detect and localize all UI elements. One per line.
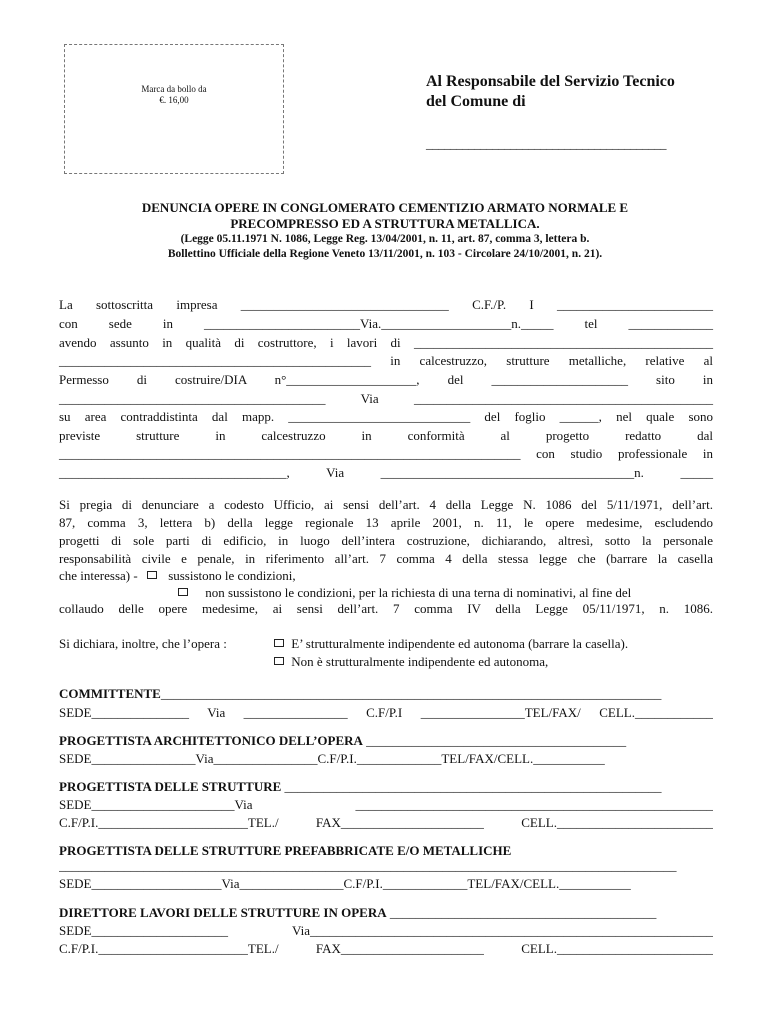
checkbox-conditions-not-met[interactable] — [178, 588, 188, 596]
body-line: Permesso di costruire/DIA n°____________________, del _____________________ sito in — [59, 372, 713, 387]
checkbox-not-independent[interactable] — [274, 657, 284, 665]
body-line: ________________________________________________ in calcestruzzo, strutture metalliche, relative al — [59, 353, 713, 368]
title-line-2: PRECOMPRESSO ED A STRUTTURA METALLICA. — [230, 216, 540, 231]
title-line-1: DENUNCIA OPERE IN CONGLOMERATO CEMENTIZIO ARMATO NORMALE E — [141, 200, 629, 215]
committente-line-1 — [59, 686, 713, 702]
document-title — [40, 200, 730, 262]
checkbox-conditions-met[interactable] — [147, 571, 157, 579]
body-line: previste strutture in calcestruzzo in conformità al progetto redatto dal — [59, 428, 713, 443]
progettista-arch-line-2: SEDE________________Via________________C.F/P.I._____________TEL/FAX/CELL.___________ — [59, 751, 605, 766]
direttore-label: DIRETTORE LAVORI DELLE STRUTTURE IN OPERA — [59, 905, 387, 920]
progettista-strutt-label: PROGETTISTA DELLE STRUTTURE — [59, 779, 282, 794]
paragraph-line: responsabilità civile e penale, in riferimento all’art. 7 comma 4 della stessa legge che (barrare la casella — [59, 551, 713, 566]
progettista-arch-label: PROGETTISTA ARCHITETTONICO DELL’OPERA — [59, 733, 363, 748]
declaration-option-1 — [274, 636, 714, 652]
direttore-line-1 — [59, 905, 713, 921]
option-not-independent: Non è strutturalmente indipendente ed autonoma, — [291, 654, 549, 669]
body-line: _________________________________________ Via ______________________________________________ — [59, 391, 713, 406]
title-legal-ref-1: (Legge 05.11.1971 N. 1086, Legge Reg. 13/04/2001, n. 11, art. 87, comma 3, lettera b. — [180, 233, 590, 245]
progettista-strutt-line-2: SEDE______________________Via _______________________________________________________ — [59, 797, 713, 812]
stamp-line-2: €. 16,00 — [159, 95, 189, 105]
progettista-prefab-line-2: SEDE____________________Via________________C.F/P.I._____________TEL/FAX/CELL.___________ — [59, 876, 631, 891]
progettista-strutt-blank: __________________________________________________________ — [281, 779, 662, 794]
option-independent: E’ strutturalmente indipendente ed autonoma (barrare la casella). — [291, 636, 629, 651]
option-conditions-not-met: non sussistono le condizioni, per la richiesta di una terna di nominativi, al fine del — [205, 585, 632, 600]
body-line: con sede in ________________________Via.____________________n._____ tel _____________ — [59, 316, 713, 331]
declaration-option-2 — [274, 654, 714, 670]
committente-label: COMMITTENTE — [59, 686, 161, 701]
progettista-strutt-line-3: C.F/P.I._______________________TEL./ FAX______________________ CELL.________________________ — [59, 815, 713, 830]
direttore-line-3: C.F/P.I._______________________TEL./ FAX______________________ CELL.________________________ — [59, 941, 713, 956]
addressee-block — [426, 72, 726, 112]
stamp-line-1: Marca da bollo da — [141, 84, 207, 94]
committente-line-2: SEDE_______________ Via ________________ C.F/P.I ________________TEL/FAX/ CELL.____________ — [59, 705, 713, 720]
body-line: La sottoscritta impresa ________________________________ C.F./P. I ________________________ — [59, 297, 713, 312]
progettista-arch-line-1 — [59, 733, 713, 749]
paragraph-line-option-2 — [178, 585, 713, 601]
paragraph-line: progetti di sole parti di edificio, in luogo dell’intera costruzione, dichiarando, altresì, sotto la personale — [59, 533, 713, 548]
body-line: _______________________________________________________________________ con studio professionale in — [59, 446, 713, 461]
addressee-line-1: Al Responsabile del Servizio Tecnico — [426, 73, 675, 90]
paragraph-line: 87, comma 3, lettera b) della legge regionale 13 aprile 2001, n. 11, le opere medesime, escludendo — [59, 515, 713, 530]
committente-blank: _____________________________________________________________________________ — [160, 686, 662, 701]
municipality-blank: ________________________________________ — [426, 136, 666, 151]
direttore-line-2: SEDE_____________________ Via______________________________________________________________ — [59, 923, 713, 938]
progettista-prefab-label: PROGETTISTA DELLE STRUTTURE PREFABBRICATE E/O METALLICHE — [59, 843, 512, 858]
option-conditions-met: sussistono le condizioni, — [168, 568, 296, 583]
paragraph-line-options — [59, 568, 713, 584]
declaration-prefix: Si dichiara, inoltre, che l’opera : — [59, 636, 227, 651]
paragraph-line: collaudo delle opere medesime, ai sensi dell’art. 7 comma IV della Legge 05/11/1971, n. 1086. — [59, 601, 713, 616]
checkbox-independent[interactable] — [274, 639, 284, 647]
body-line: avendo assunto in qualità di costruttore, i lavori di ______________________________________________ — [59, 335, 713, 350]
progettista-strutt-line-1 — [59, 779, 713, 795]
direttore-blank: _________________________________________ — [386, 905, 657, 920]
progettista-prefab-line-1: _______________________________________________________________________________________________ — [59, 858, 677, 873]
options-prefix: che interessa) - — [59, 568, 138, 583]
title-legal-ref-2: Bollettino Ufficiale della Regione Veneto 13/11/2001, n. 103 - Circolare 24/10/2001, n. 21). — [167, 248, 603, 260]
paragraph-line: Si pregia di denunciare a codesto Ufficio, ai sensi dell’art. 4 della Legge N. 1086 del 5/11/1971, dell’art. — [59, 497, 713, 512]
progettista-prefab-label-line — [59, 843, 713, 859]
progettista-arch-blank: ________________________________________ — [362, 733, 627, 748]
stamp-label — [65, 84, 283, 106]
body-line: ___________________________________, Via _______________________________________n. _____ — [59, 465, 713, 480]
revenue-stamp-box — [64, 44, 284, 174]
body-line: su area contraddistinta dal mapp. ____________________________ del foglio ______, nel quale sono — [59, 409, 713, 424]
addressee-line-2: del Comune di — [426, 93, 526, 110]
